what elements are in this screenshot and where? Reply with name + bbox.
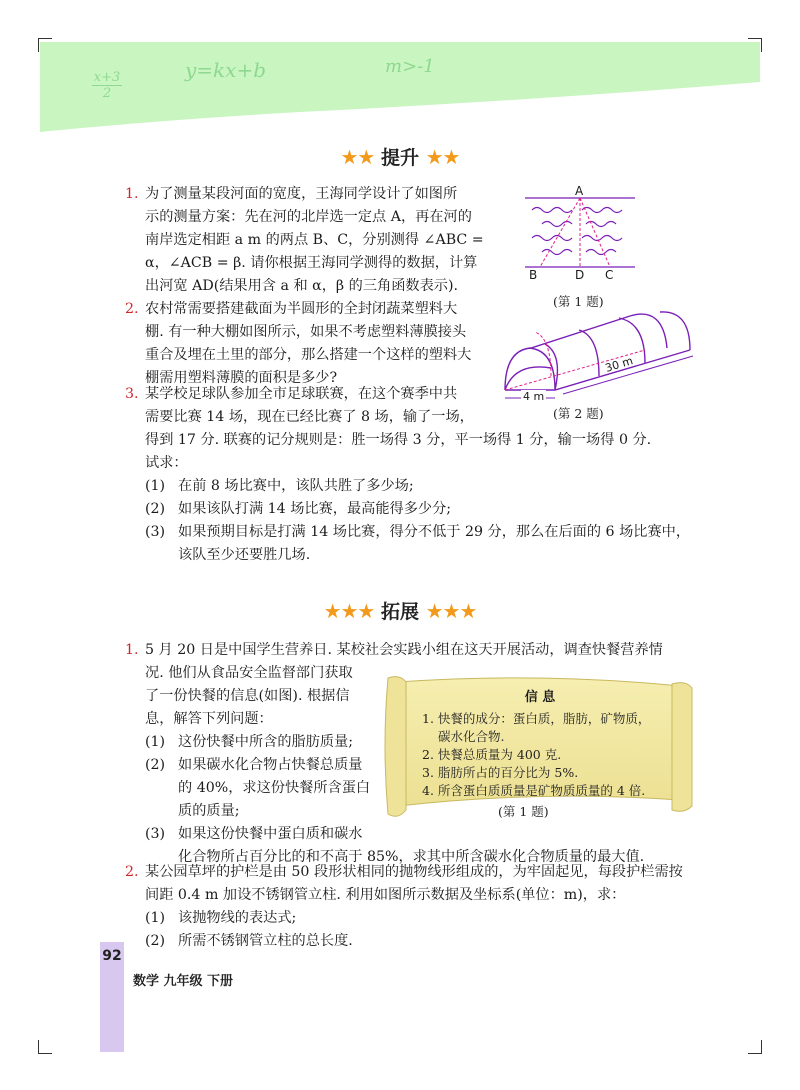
subquestion-label: (3)	[145, 524, 166, 540]
dimension-label-width: 4 m	[523, 390, 545, 403]
problem-text: 某公园草坪的护栏是由 50 段形状相同的抛物线形组成的，为牢固起见，每段护栏需按	[145, 864, 683, 880]
subquestion-text: 如果预期目标是打满 14 场比赛，得分不低于 29 分，那么在后面的 6 场比赛中，	[178, 524, 691, 540]
star-icon: ★★	[340, 145, 375, 169]
section-title-tisheng: ★★ 提升 ★★	[340, 145, 460, 169]
problem-text: 间距 0.4 m 加设不锈钢管立柱. 利用如图所示数据及坐标系(单位：m)，求：	[145, 887, 626, 903]
info-item: 碳水化合物.	[438, 729, 505, 744]
subquestion-text: 该队至少还要胜几场.	[178, 547, 311, 563]
problem-text: 了一份快餐的信息(如图). 根据信	[145, 688, 350, 704]
problem-text: 5 月 20 日是中国学生营养日. 某校社会实践小组在这天开展活动，调查快餐营养情	[145, 642, 663, 658]
subquestion-text: 在前 8 场比赛中，该队共胜了多少场;	[178, 478, 414, 494]
problem-text: 得到 17 分. 联赛的记分规则是：胜一场得 3 分，平一场得 1 分，输一场得 0 分.	[145, 432, 652, 448]
subquestion-label: (3)	[145, 826, 166, 842]
point-label-a: A	[575, 184, 584, 198]
crop-mark	[38, 1040, 39, 1054]
figure-caption: (第 2 题)	[553, 406, 604, 421]
dimension-label-length: 30 m	[603, 354, 635, 375]
subquestion-text: 该抛物线的表达式;	[178, 910, 297, 926]
problem-text: 某学校足球队参加全市足球联赛，在这个赛季中共	[145, 386, 458, 402]
crop-mark	[748, 1053, 762, 1054]
star-icon: ★★★	[323, 599, 375, 623]
problem-text: 重合及埋在土里的部分，那么搭建一个这样的塑料大	[145, 347, 472, 363]
problem-text: 棚需用塑料薄膜的面积是多少?	[145, 370, 338, 386]
info-item: 3. 脂肪所占的百分比为 5%.	[422, 765, 579, 780]
problem-number: 1.	[125, 186, 139, 202]
problem-text: 南岸选定相距 a m 的两点 B、C，分别测得 ∠ABC =	[145, 232, 484, 248]
problem-number: 3.	[125, 386, 139, 402]
problem-text: 为了测量某段河面的宽度，王海同学设计了如图所	[145, 186, 458, 202]
info-item: 1. 快餐的成分：蛋白质，脂肪，矿物质，	[422, 711, 651, 726]
problem-text: α，∠ACB = β. 请你根据王海同学测得的数据，计算	[145, 255, 478, 271]
point-label-d: D	[575, 268, 585, 282]
subquestion-label: (2)	[145, 757, 166, 773]
figure-river	[520, 184, 640, 284]
subquestion-text: 的 40%，求这份快餐所含蛋白	[178, 780, 371, 796]
info-item: 4. 所含蛋白质质量是矿物质质量的 4 倍.	[422, 783, 646, 798]
problem-number: 2.	[125, 301, 139, 317]
figure-caption: (第 1 题)	[498, 804, 549, 819]
info-item: 2. 快餐总质量为 400 克.	[422, 747, 562, 762]
subquestion-text: 化合物所占百分比的和不高于 85%，求其中所含碳水化合物质量的最大值.	[178, 849, 645, 865]
crop-mark	[38, 38, 52, 39]
subquestion-text: 质的质量;	[178, 803, 240, 819]
problem-text: 试求：	[145, 455, 188, 471]
header-banner	[40, 42, 760, 132]
info-scroll-figure	[380, 672, 700, 824]
subquestion-text: 所需不锈钢管立柱的总长度.	[178, 933, 353, 949]
banner-formula-linear: y=kx+b	[185, 58, 267, 82]
point-label-c: C	[605, 268, 614, 282]
subquestion-label: (1)	[145, 734, 166, 750]
subquestion-label: (1)	[145, 910, 166, 926]
problem-text: 示的测量方案：先在河的北岸选一定点 A，再在河的	[145, 209, 472, 225]
book-title: 数学 九年级 下册	[133, 974, 234, 989]
crop-mark	[748, 38, 762, 39]
crop-mark	[761, 38, 762, 52]
problem-text: 棚. 有一种大棚如图所示，如果不考虑塑料薄膜接头	[145, 324, 467, 340]
problem-number: 1.	[125, 642, 139, 658]
banner-formula-fraction: x+3 2	[93, 70, 121, 101]
subquestion-text: 这份快餐中所含的脂肪质量;	[178, 734, 354, 750]
figure-caption: (第 1 题)	[553, 294, 604, 309]
subquestion-label: (2)	[145, 501, 166, 517]
problem-number: 2.	[125, 864, 139, 880]
subquestion-label: (1)	[145, 478, 166, 494]
figure-greenhouse	[495, 310, 695, 406]
problem-text: 息，解答下列问题：	[145, 711, 273, 727]
banner-formula-inequality: m>-1	[385, 56, 435, 77]
star-icon: ★★★	[425, 599, 477, 623]
crop-mark	[761, 1040, 762, 1054]
section-title-tuozhan: ★★★ 拓展 ★★★	[323, 599, 477, 623]
problem-text: 况. 他们从食品安全监督部门获取	[145, 665, 353, 681]
subquestion-label: (2)	[145, 933, 166, 949]
star-icon: ★★	[425, 145, 460, 169]
subquestion-text: 如果碳水化合物占快餐总质量	[178, 757, 363, 773]
page-number: 92	[102, 948, 122, 964]
crop-mark	[38, 38, 39, 52]
subquestion-text: 如果该队打满 14 场比赛，最高能得多少分;	[178, 501, 452, 517]
point-label-b: B	[529, 268, 538, 282]
crop-mark	[38, 1053, 52, 1054]
problem-text: 出河宽 AD(结果用含 a 和 α，β 的三角函数表示).	[145, 278, 458, 294]
problem-text: 需要比赛 14 场，现在已经比赛了 8 场，输了一场，	[145, 409, 474, 425]
info-title: 信 息	[524, 690, 556, 705]
problem-text: 农村常需要搭建截面为半圆形的全封闭蔬菜塑料大	[145, 301, 458, 317]
subquestion-text: 如果这份快餐中蛋白质和碳水	[178, 826, 363, 842]
